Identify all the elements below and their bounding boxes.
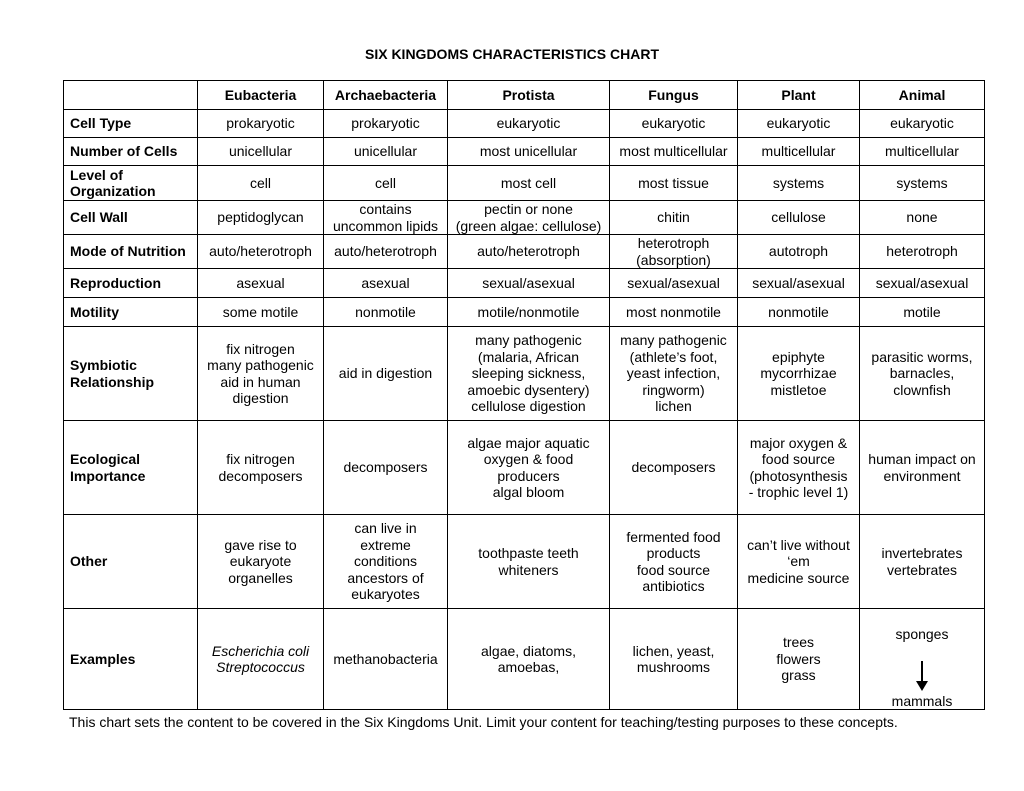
- row-cell-wall: [64, 201, 985, 235]
- table-cell: lichen, yeast, mushrooms: [610, 609, 738, 710]
- table-cell: contains uncommon lipids: [324, 201, 448, 235]
- table-cell: trees flowers grass: [738, 609, 860, 710]
- table-cell: can’t live without ‘em medicine source: [738, 515, 860, 609]
- column-header-plant: Plant: [738, 81, 860, 110]
- table-cell: aid in digestion: [324, 327, 448, 421]
- table-cell: asexual: [198, 269, 324, 298]
- table-cell: asexual: [324, 269, 448, 298]
- table-cell: eukaryotic: [448, 110, 610, 138]
- table-cell: methanobacteria: [324, 609, 448, 710]
- table-cell: none: [860, 201, 985, 235]
- table-cell: cellulose: [738, 201, 860, 235]
- row-label: Cell Wall: [64, 201, 198, 235]
- row-level-of-organization: [64, 166, 985, 201]
- row-label: Level of Organization: [64, 166, 198, 201]
- table-cell: pectin or none (green algae: cellulose): [448, 201, 610, 235]
- table-cell: multicellular: [860, 138, 985, 166]
- row-number-of-cells: [64, 138, 985, 166]
- row-other: [64, 515, 985, 609]
- row-motility: [64, 298, 985, 327]
- row-label: Other: [64, 515, 198, 609]
- table-cell: auto/heterotroph: [198, 235, 324, 269]
- animal-examples-bottom: mammals: [891, 692, 953, 709]
- table-cell: most multicellular: [610, 138, 738, 166]
- table-cell: human impact on environment: [860, 421, 985, 515]
- row-ecological-importance: [64, 421, 985, 515]
- table-cell: motile/nonmotile: [448, 298, 610, 327]
- kingdoms-table: [63, 80, 985, 710]
- table-cell: parasitic worms, barnacles, clownfish: [860, 327, 985, 421]
- row-label: Cell Type: [64, 110, 198, 138]
- table-cell: multicellular: [738, 138, 860, 166]
- table-cell: gave rise to eukaryote organelles: [198, 515, 324, 609]
- row-label: Symbiotic Relationship: [64, 327, 198, 421]
- table-cell: eukaryotic: [738, 110, 860, 138]
- table-cell: can live in extreme conditions ancestors of eukaryotes: [324, 515, 448, 609]
- table-cell: fix nitrogen many pathogenic aid in human digestion: [198, 327, 324, 421]
- row-cell-type: [64, 110, 985, 138]
- table-cell: fix nitrogen decomposers: [198, 421, 324, 515]
- table-cell: prokaryotic: [324, 110, 448, 138]
- table-cell: most unicellular: [448, 138, 610, 166]
- header-row: [64, 81, 985, 110]
- table-cell: eukaryotic: [610, 110, 738, 138]
- row-examples: [64, 609, 985, 710]
- table-cell: invertebrates vertebrates: [860, 515, 985, 609]
- row-symbiotic-relationship: [64, 327, 985, 421]
- chart-title: SIX KINGDOMS CHARACTERISTICS CHART: [364, 46, 659, 62]
- column-header-eubacteria: Eubacteria: [198, 81, 324, 110]
- table-cell: eukaryotic: [860, 110, 985, 138]
- table-cell: algae major aquatic oxygen & food producers algal bloom: [448, 421, 610, 515]
- table-cell: decomposers: [324, 421, 448, 515]
- table-cell: heterotroph (absorption): [610, 235, 738, 269]
- header-empty-cell: [64, 81, 198, 110]
- table-cell: decomposers: [610, 421, 738, 515]
- row-mode-of-nutrition: [64, 235, 985, 269]
- table-cell: unicellular: [324, 138, 448, 166]
- table-cell: prokaryotic: [198, 110, 324, 138]
- row-label: Ecological Importance: [64, 421, 198, 515]
- table-cell: heterotroph: [860, 235, 985, 269]
- table-cell: sexual/asexual: [860, 269, 985, 298]
- table-cell: sexual/asexual: [610, 269, 738, 298]
- row-label: Examples: [64, 609, 198, 710]
- down-arrow-icon: [862, 642, 982, 676]
- animal-examples-top: sponges: [895, 625, 949, 642]
- column-header-protista: Protista: [448, 81, 610, 110]
- table-cell: algae, diatoms, amoebas,: [448, 609, 610, 710]
- table-cell: many pathogenic (athlete’s foot, yeast infection, ringworm) lichen: [610, 327, 738, 421]
- table-cell: motile: [860, 298, 985, 327]
- animal-examples-cell: [860, 609, 985, 710]
- row-label: Number of Cells: [64, 138, 198, 166]
- table-cell: sexual/asexual: [738, 269, 860, 298]
- table-cell: auto/heterotroph: [448, 235, 610, 269]
- table-cell: sexual/asexual: [448, 269, 610, 298]
- table-cell: systems: [738, 166, 860, 201]
- table-cell: peptidoglycan: [198, 201, 324, 235]
- table-cell: most nonmotile: [610, 298, 738, 327]
- table-cell: most cell: [448, 166, 610, 201]
- table-cell: cell: [198, 166, 324, 201]
- table-cell: nonmotile: [324, 298, 448, 327]
- table-cell: fermented food products food source antibiotics: [610, 515, 738, 609]
- table-cell: nonmotile: [738, 298, 860, 327]
- footer-note: This chart sets the content to be covered in the Six Kingdoms Unit. Limit your content for teaching/testing purposes to these concepts.: [69, 714, 898, 730]
- column-header-archaebacteria: Archaebacteria: [324, 81, 448, 110]
- table-cell: autotroph: [738, 235, 860, 269]
- row-label: Reproduction: [64, 269, 198, 298]
- table-cell: epiphyte mycorrhizae mistletoe: [738, 327, 860, 421]
- table-cell: systems: [860, 166, 985, 201]
- table-cell: auto/heterotroph: [324, 235, 448, 269]
- row-label: Motility: [64, 298, 198, 327]
- table-cell: some motile: [198, 298, 324, 327]
- table-cell: chitin: [610, 201, 738, 235]
- row-label: Mode of Nutrition: [64, 235, 198, 269]
- column-header-fungus: Fungus: [610, 81, 738, 110]
- table-cell: cell: [324, 166, 448, 201]
- table-cell: many pathogenic (malaria, African sleeping sickness, amoebic dysentery) cellulose digestion: [448, 327, 610, 421]
- table-cell: Escherichia coli Streptococcus: [198, 609, 324, 710]
- table-cell: most tissue: [610, 166, 738, 201]
- table-cell: toothpaste teeth whiteners: [448, 515, 610, 609]
- row-reproduction: [64, 269, 985, 298]
- table-cell: major oxygen & food source (photosynthesis - trophic level 1): [738, 421, 860, 515]
- table-cell: unicellular: [198, 138, 324, 166]
- column-header-animal: Animal: [860, 81, 985, 110]
